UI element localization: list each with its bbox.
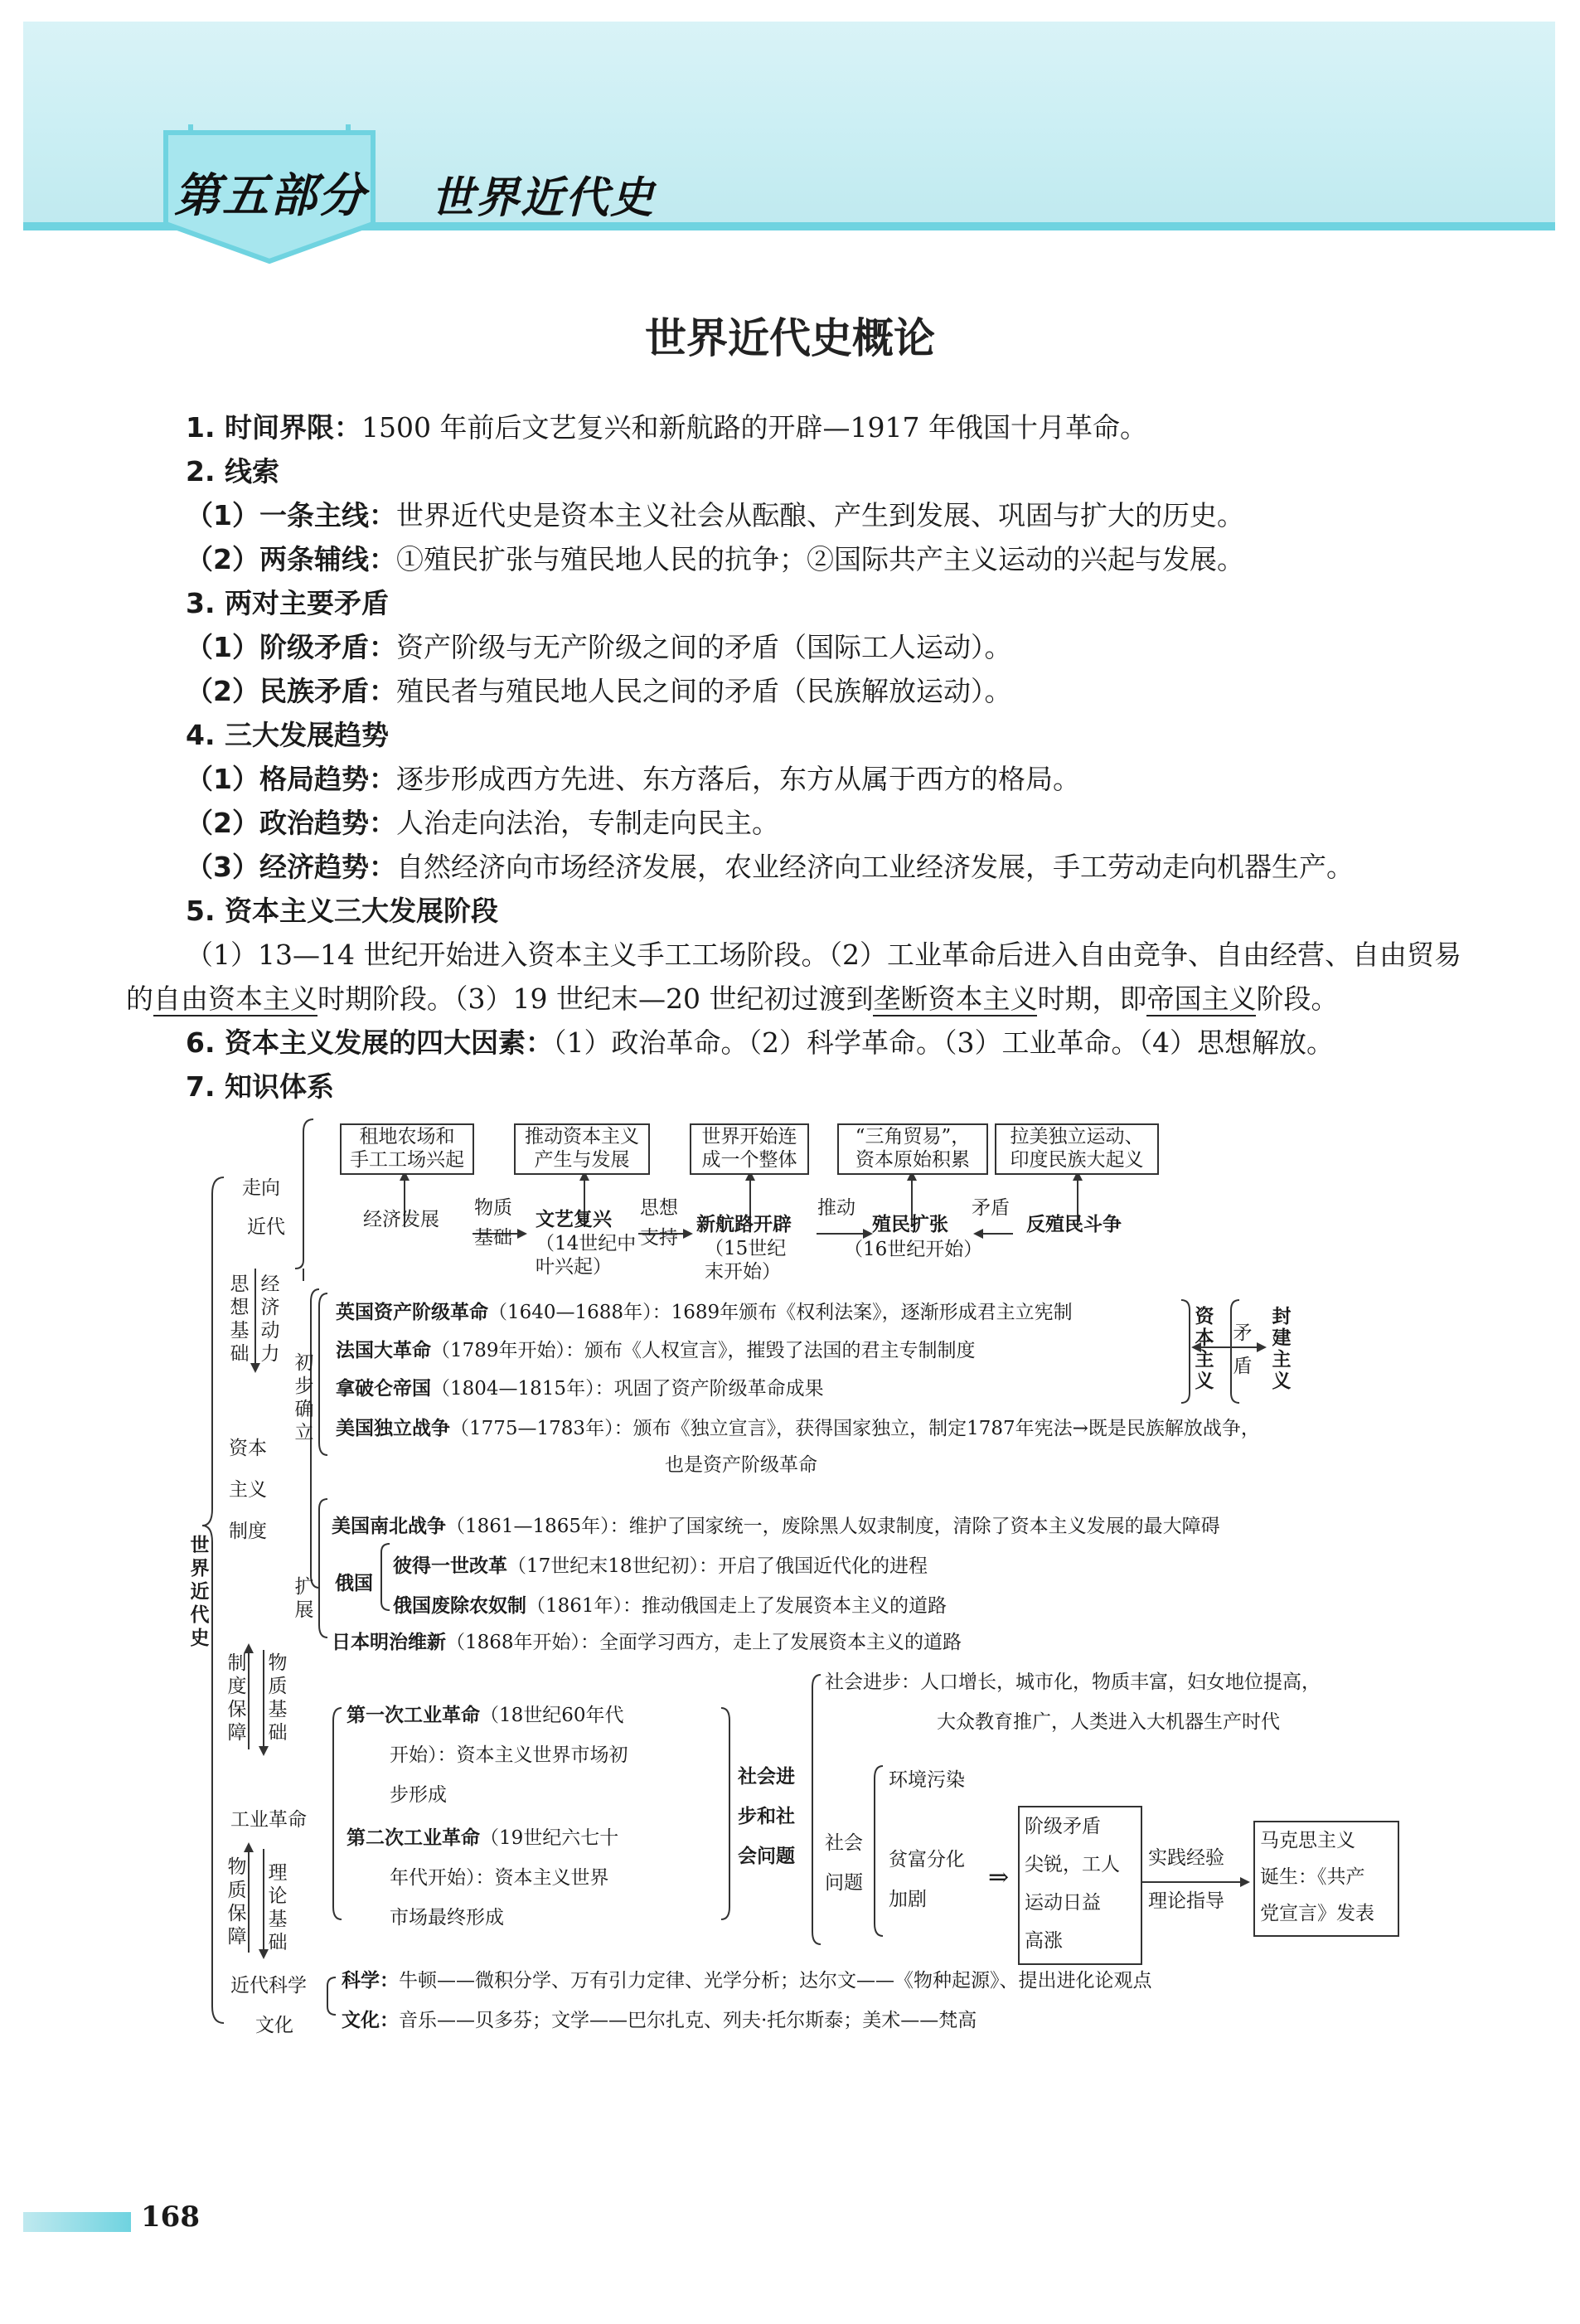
box-zudi-nongchang: 租地农场和 手工工场兴起 xyxy=(340,1123,474,1175)
zou-xiang-1: 走向 xyxy=(242,1177,280,1199)
pinfu-fenhua-1: 贫富分化 xyxy=(889,1849,965,1870)
item-3-head: 3. 两对主要矛盾 xyxy=(186,587,389,619)
wenyi-fuxing: 文艺复兴 xyxy=(536,1209,612,1230)
zhichi: 支持 xyxy=(640,1227,678,1249)
item-7-head: 7. 知识体系 xyxy=(186,1070,334,1103)
footer-bar xyxy=(23,2212,131,2232)
item-4-head: 4. 三大发展趋势 xyxy=(186,719,389,751)
item-5-line-1: （1）13—14 世纪开始进入资本主义手工工场阶段。（2）工业革命后进入自由竞争、自由经营、自由贸易 xyxy=(186,939,1461,971)
implies-arrow: ⇒ xyxy=(988,1863,1010,1892)
xinhanglu-sub: （15世纪 末开始） xyxy=(705,1238,787,1283)
shjb-1: 社会进 xyxy=(738,1766,795,1788)
wenhua-detail: 文化：音乐——贝多芬；文学——巴尔扎克、列夫·托尔斯泰；美术——梵高 xyxy=(342,2010,977,2031)
zbzy-1: 资本 xyxy=(229,1438,267,1459)
box-sanjiao-maoyi: “三角贸易”， 资本原始积累 xyxy=(837,1123,988,1175)
jingji-dongli: 经济动力 xyxy=(260,1274,280,1365)
sixiang: 思想 xyxy=(640,1197,678,1219)
meiguo-nanbei: 美国南北战争（1861—1865年）：维护了国家统一，废除黑人奴隶制度，清除了资本主义发展的最大障碍 xyxy=(332,1516,1220,1537)
meiguo-duli-2: 也是资产阶级革命 xyxy=(665,1454,817,1476)
lilun-jichu: 理论基础 xyxy=(268,1862,288,1953)
gongye-2: 第二次工业革命（19世纪六七十 xyxy=(347,1827,619,1849)
pinfu-fenhua-2: 加剧 xyxy=(889,1889,927,1910)
wenhua: 文化 xyxy=(255,2015,293,2036)
kexue: 科学：牛顿——微积分学、万有引力定律、光学分析；达尔文——《物种起源》、提出进化论观点 xyxy=(342,1970,1152,1992)
bide-gaige: 彼得一世改革（17世纪末18世纪初）：开启了俄国近代化的进程 xyxy=(393,1555,928,1577)
wenyi-fuxing-sub: （14世纪中 叶兴起） xyxy=(536,1233,637,1278)
part-label: 第五部分 xyxy=(174,169,366,223)
shehui-wenti-2: 问题 xyxy=(825,1872,863,1894)
eguo: 俄国 xyxy=(335,1573,373,1594)
zhimin-kuozhang: 殖民扩张 xyxy=(872,1214,948,1235)
zbzy-3: 制度 xyxy=(229,1521,267,1542)
diagram-root: 世界近代史 xyxy=(190,1535,210,1649)
ying-geming: 英国资产阶级革命（1640—1688年）：1689年颁布《权利法案》，逐渐形成君主立宪制 xyxy=(336,1302,1073,1323)
chubu-queli: 初步确立 xyxy=(294,1352,314,1443)
wuzhi: 物质 xyxy=(474,1197,512,1219)
jindai-kexue: 近代科学 xyxy=(230,1975,307,1997)
wuzhi-baozhang: 物质保障 xyxy=(227,1856,247,1948)
gongye-2-l2: 年代开始）：资本主义世界 xyxy=(390,1867,609,1889)
shijian-jingyan: 实践经验 xyxy=(1148,1847,1224,1869)
zhimin-sub: （16世纪开始） xyxy=(844,1239,983,1260)
item-2-2: （2）两条辅线：①殖民扩张与殖民地人民的抗争；②国际共产主义运动的兴起与发展。 xyxy=(186,543,1244,575)
item-2-head: 2. 线索 xyxy=(186,455,279,488)
page-number: 168 xyxy=(141,2200,200,2234)
jingji-fazhan: 经济发展 xyxy=(363,1209,439,1230)
maodun: 矛盾 xyxy=(972,1197,1010,1219)
box-makesi: 马克思主义 诞生：《共产 党宣言》发表 xyxy=(1253,1821,1399,1937)
item-1: 1. 时间界限：1500 年前后文艺复兴和新航路的开辟—1917 年俄国十月革命。 xyxy=(186,411,1147,444)
item-4-3: （3）经济趋势：自然经济向市场经济发展，农业经济向工业经济发展，手工劳动走向机器生产。 xyxy=(186,851,1354,883)
box-tuidong-zbzy: 推动资本主义 产生与发展 xyxy=(514,1123,650,1175)
item-2-1: （1）一条主线：世界近代史是资本主义社会从酝酿、产生到发展、巩固与扩大的历史。 xyxy=(186,499,1244,531)
box-shijie-liancheng: 世界开始连 成一个整体 xyxy=(690,1123,809,1175)
sixiang-jichu: 思想基础 xyxy=(230,1274,250,1365)
item-3-1: （1）阶级矛盾：资产阶级与无产阶级之间的矛盾（国际工人运动）。 xyxy=(186,631,1012,663)
zou-xiang-2: 近代 xyxy=(247,1216,285,1238)
shehui-jinbu-2: 大众教育推广，人类进入大机器生产时代 xyxy=(937,1711,1280,1733)
gongye-geming: 工业革命 xyxy=(230,1809,307,1831)
eguo-feichu: 俄国废除农奴制（1861年）：推动俄国走上了发展资本主义的道路 xyxy=(393,1595,948,1617)
lilun-zhidao: 理论指导 xyxy=(1148,1890,1224,1912)
fengjian-zhuyi-v: 封建主义 xyxy=(1272,1306,1292,1392)
gongye-1: 第一次工业革命（18世纪60年代 xyxy=(347,1705,624,1726)
shjb-3: 会问题 xyxy=(738,1846,795,1867)
box-lamei-duli: 拉美独立运动、 印度民族大起义 xyxy=(995,1123,1159,1175)
xinhanglu-kaipi: 新航路开辟 xyxy=(696,1214,792,1235)
tuidong: 推动 xyxy=(817,1197,855,1219)
jichu: 基础 xyxy=(474,1227,512,1249)
shjb-2: 步和社 xyxy=(738,1806,795,1827)
item-4-2: （2）政治趋势：人治走向法治，专制走向民主。 xyxy=(186,807,779,839)
gongye-2-l3: 市场最终形成 xyxy=(390,1907,504,1929)
shehui-jinbu-1: 社会进步：人口增长，城市化，物质丰富，妇女地位提高， xyxy=(825,1671,1321,1693)
item-5-head: 5. 资本主义三大发展阶段 xyxy=(186,895,498,927)
item-3-2: （2）民族矛盾：殖民者与殖民地人民之间的矛盾（民族解放运动）。 xyxy=(186,675,1012,707)
meiguo-duli: 美国独立战争（1775—1783年）：颁布《独立宣言》，获得国家独立，制定1787年宪法→既是民族解放战争， xyxy=(336,1418,1260,1439)
gongye-1-l2: 开始）：资本主义世界市场初 xyxy=(390,1744,628,1766)
item-5-line-2: 的自由资本主义时期阶段。（3）19 世纪末—20 世纪初过渡到垄断资本主义时期，即帝国主义阶段。 xyxy=(126,982,1339,1015)
fa-geming: 法国大革命（1789年开始）：颁布《人权宣言》，摧毁了法国的君主专制制度 xyxy=(336,1340,976,1361)
page-title: 世界近代史概论 xyxy=(645,313,935,362)
maodun-v: 矛盾 xyxy=(1233,1322,1253,1377)
huanjing-wuran: 环境污染 xyxy=(889,1769,965,1791)
shehui-wenti-1: 社会 xyxy=(825,1832,863,1854)
item-4-1: （1）格局趋势：逐步形成西方先进、东方落后，东方从属于西方的格局。 xyxy=(186,763,1080,795)
napolun: 拿破仑帝国（1804—1815年）：巩固了资产阶级革命成果 xyxy=(336,1378,824,1400)
ziben-zhuyi-v: 资本主义 xyxy=(1195,1306,1214,1392)
zbzy-2: 主义 xyxy=(229,1479,267,1501)
part-title: 世界近代史 xyxy=(431,173,656,223)
fan-zhimin: 反殖民斗争 xyxy=(1026,1214,1122,1235)
box-jieji-maodun: 阶级矛盾 尖锐，工人 运动日益 高涨 xyxy=(1018,1806,1142,1965)
gongye-1-l3: 步形成 xyxy=(390,1784,447,1806)
zhidu-baozhang: 制度保障 xyxy=(227,1652,247,1744)
riben-mingzhi: 日本明治维新（1868年开始）：全面学习西方，走上了发展资本主义的道路 xyxy=(332,1632,962,1653)
item-6: 6. 资本主义发展的四大因素：（1）政治革命。（2）科学革命。（3）工业革命。（4）思想解放。 xyxy=(186,1026,1334,1059)
wuzhi-jichu: 物质基础 xyxy=(268,1652,288,1744)
kuozhan: 扩展 xyxy=(294,1576,314,1621)
